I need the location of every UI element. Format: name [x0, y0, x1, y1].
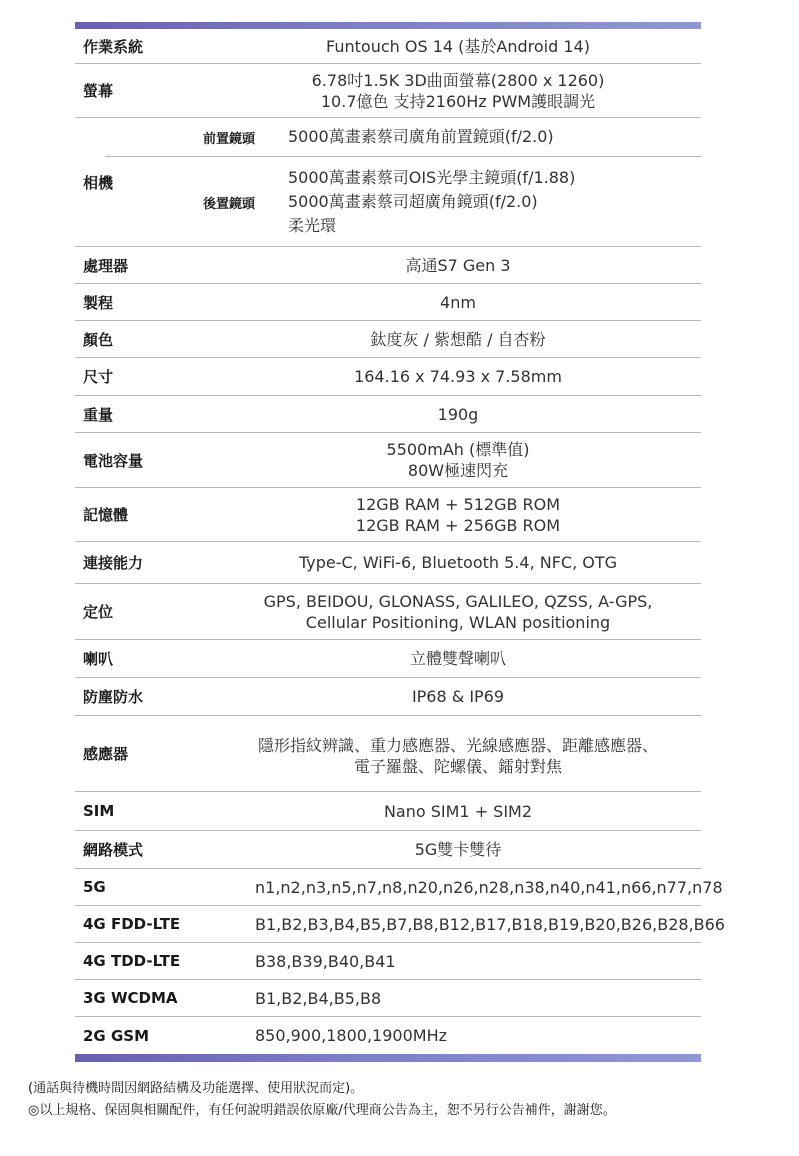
row-waterproof	[75, 678, 701, 716]
row-process	[75, 284, 701, 321]
row-value-line: 10.7億色 支持2160Hz PWM護眼調光	[320, 91, 596, 111]
row-label: 處理器	[83, 256, 129, 275]
row-value: n1,n2,n3,n5,n7,n8,n20,n26,n28,n38,n40,n41,n66,n77,n78	[255, 877, 723, 897]
row-value-line: 80W極速閃充	[407, 461, 509, 480]
row-label: 5G	[83, 878, 106, 896]
row-value: 高通S7 Gen 3	[405, 255, 511, 275]
row-label: 4G TDD-LTE	[83, 952, 181, 970]
row-camera	[75, 118, 701, 247]
row-value-line: Cellular Positioning, WLAN positioning	[305, 612, 611, 632]
row-label: 製程	[83, 293, 114, 312]
spec-table	[75, 22, 725, 1062]
row-value: 190g	[437, 404, 479, 424]
row-value-line: 6.78吋1.5K 3D曲面螢幕(2800 x 1260)	[311, 70, 605, 90]
row-display	[75, 64, 701, 118]
row-label: 顏色	[83, 330, 114, 349]
row-band-3g	[75, 980, 701, 1017]
row-value-line: 12GB RAM + 512GB ROM	[355, 494, 561, 514]
row-label: 尺寸	[83, 368, 114, 386]
row-band-4g-tdd	[75, 943, 701, 980]
row-label: 電池容量	[83, 451, 144, 470]
row-value-line: 12GB RAM + 256GB ROM	[355, 515, 561, 535]
row-value-line: GPS, BEIDOU, GLONASS, GALILEO, QZSS, A-GPS,	[263, 591, 653, 611]
row-value: 164.16 x 74.93 x 7.58mm	[354, 367, 562, 386]
footnotes	[28, 1078, 616, 1122]
row-processor	[75, 247, 701, 284]
row-value: Nano SIM1 + SIM2	[383, 801, 533, 821]
row-positioning	[75, 584, 701, 640]
row-connectivity	[75, 542, 701, 584]
row-value: B38,B39,B40,B41	[255, 951, 396, 971]
row-label: 重量	[83, 405, 114, 424]
row-value-line: 5500mAh (標準值)	[386, 440, 530, 459]
row-memory	[75, 488, 701, 542]
row-label: 喇叭	[83, 650, 114, 668]
rear-camera-value-line: 5000萬畫素蔡司OIS光學主鏡頭(f/1.88)	[288, 168, 576, 187]
row-value-line: 隱形指紋辨識、重力感應器、光線感應器、距離感應器、	[257, 735, 658, 755]
rear-camera-value-line: 柔光環	[288, 216, 337, 235]
rear-camera-label: 後置鏡頭	[203, 196, 256, 212]
row-battery	[75, 433, 701, 488]
row-os	[75, 29, 701, 64]
row-value: IP68 & IP69	[411, 687, 505, 706]
row-label: 記憶體	[83, 506, 129, 524]
footnote-line: ◎以上規格、保固與相關配件，有任何說明錯誤依原廠/代理商公告為主，恕不另行公告補件，謝謝您。	[28, 1103, 616, 1118]
row-value-line: 電子羅盤、陀螺儀、鐳射對焦	[353, 756, 562, 776]
row-value: Funtouch OS 14 (基於Android 14)	[326, 36, 590, 56]
row-value: B1,B2,B3,B4,B5,B7,B8,B12,B17,B18,B19,B20,B26,B28,B66	[255, 914, 725, 934]
row-label: 螢幕	[83, 82, 114, 100]
row-weight	[75, 396, 701, 433]
row-size	[75, 358, 701, 396]
rear-camera-value-line: 5000萬畫素蔡司超廣角鏡頭(f/2.0)	[288, 192, 538, 211]
row-label: 網路模式	[83, 841, 144, 859]
row-sim	[75, 792, 701, 831]
row-value: 4nm	[440, 292, 476, 312]
row-band-4g-fdd	[75, 906, 725, 943]
row-label: 定位	[83, 603, 114, 621]
row-value: 立體雙聲喇叭	[409, 649, 506, 668]
row-value: 850,900,1800,1900MHz	[255, 1026, 448, 1045]
row-label: 作業系統	[83, 37, 144, 56]
row-label: 相機	[83, 173, 114, 192]
footnote-line: (通話與待機時間因網路結構及功能選擇、使用狀況而定)。	[28, 1081, 364, 1096]
row-label: 防塵防水	[83, 688, 144, 706]
row-band-5g	[75, 869, 723, 906]
row-value: Type-C, WiFi-6, Bluetooth 5.4, NFC, OTG	[298, 553, 618, 572]
row-value: B1,B2,B4,B5,B8	[255, 988, 382, 1008]
bottom-accent-bar	[75, 1054, 701, 1062]
top-accent-bar	[75, 22, 701, 29]
row-network-mode	[75, 831, 701, 869]
row-sensor	[75, 716, 701, 792]
row-label: 連接能力	[83, 554, 144, 572]
front-camera-label: 前置鏡頭	[203, 131, 256, 147]
row-label: 2G GSM	[83, 1026, 150, 1045]
row-value: 鈦度灰 / 紫想酷 / 自杏粉	[370, 329, 546, 349]
front-camera-value: 5000萬畫素蔡司廣角前置鏡頭(f/2.0)	[288, 127, 554, 146]
row-label: 感應器	[83, 745, 129, 763]
row-label: SIM	[83, 802, 115, 820]
row-color	[75, 321, 701, 358]
row-label: 3G WCDMA	[83, 989, 178, 1007]
row-label: 4G FDD-LTE	[83, 915, 181, 933]
row-value: 5G雙卡雙待	[414, 840, 502, 859]
row-speaker	[75, 640, 701, 678]
row-band-2g	[75, 1017, 701, 1054]
